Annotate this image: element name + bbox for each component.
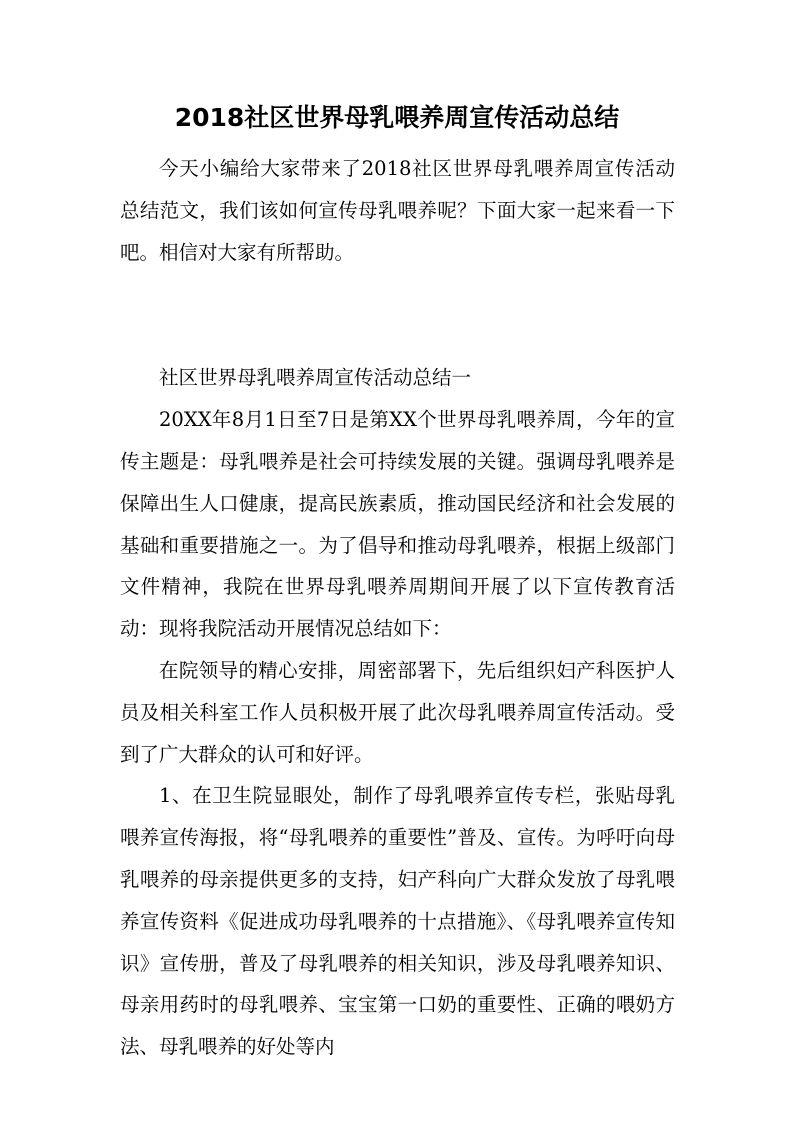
document-title: 2018社区世界母乳喂养周宣传活动总结 — [174, 103, 620, 132]
body-paragraph-1: 20XX年8月1日至7日是第XX个世界母乳喂养周，今年的宣传主题是：母乳喂养是社会可持续发展的关键。强调母乳喂养是保障出生人口健康，提高民族素质，推动国民经济和社会发展的基础和重要措施之一。为了倡导和推动母乳喂养，根据上级部门文件精神，我院在世界母乳喂养周期间开展了以下宣传教育活动：现将我院活动开展情况总结如下： — [120, 408, 675, 641]
section-heading: 社区世界母乳喂养周宣传活动总结一 — [159, 366, 472, 390]
section-spacer — [120, 273, 675, 357]
body-paragraph-3: 1、在卫生院显眼处，制作了母乳喂养宣传专栏，张贴母乳喂养宣传海报，将“母乳喂养的重要性”普及、宣传。为呼吁向母乳喂养的母亲提供更多的支持，妇产科向广大群众发放了母乳喂养宣传资料《促进成功母乳喂养的十点措施》、《母乳喂养宣传知识》宣传册，普及了母乳喂养的相关知识，涉及母乳喂养知识、母亲用药时的母乳喂养、宝宝第一口奶的重要性、正确的喂奶方法、母乳喂养的好处等内 — [120, 784, 675, 1059]
body-paragraph-2: 在院领导的精心安排，周密部署下，先后组织妇产科医护人员及相关科室工作人员积极开展了此次母乳喂养周宣传活动。受到了广大群众的认可和好评。 — [120, 658, 675, 766]
intro-paragraph: 今天小编给大家带来了2018社区世界母乳喂养周宣传活动总结范文，我们该如何宣传母乳喂养呢？下面大家一起来看一下吧。相信对大家有所帮助。 — [120, 157, 675, 264]
document-body — [120, 148, 675, 1068]
